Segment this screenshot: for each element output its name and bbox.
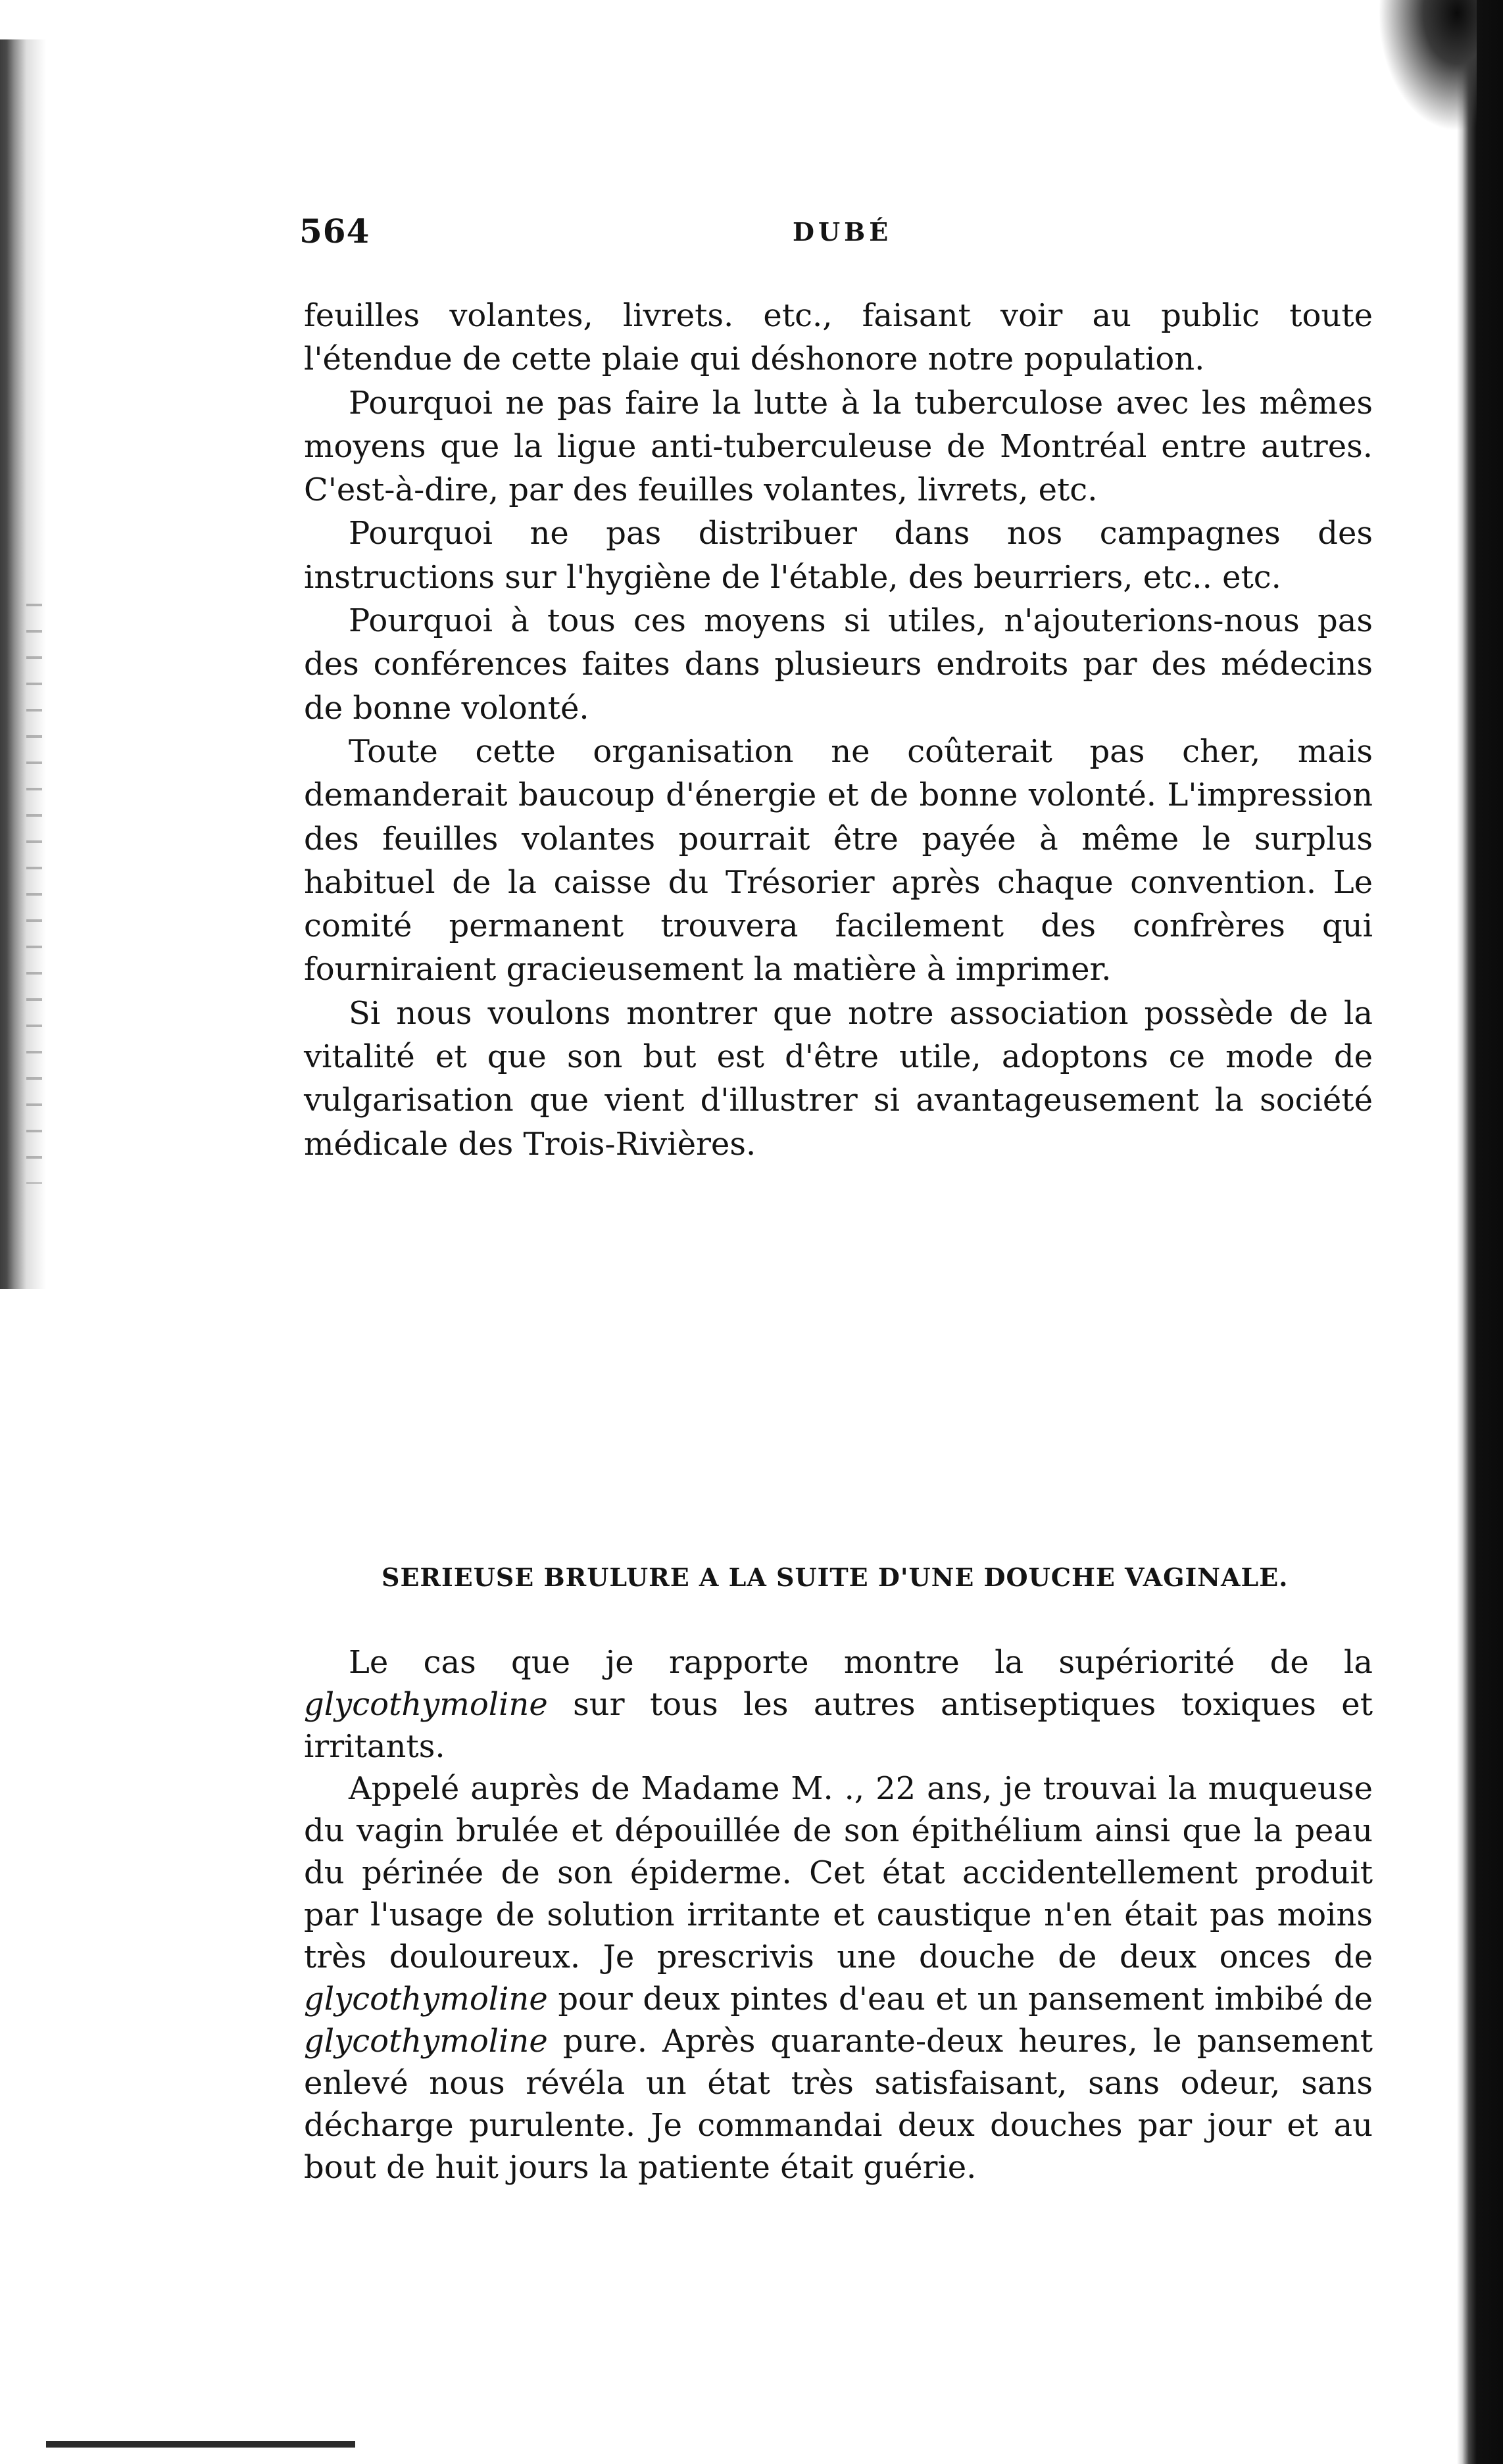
text-run: pure. Après quarante-deux heures, le pansement enlevé nous révéla un état très satisfaisant, sans odeur, sans décharge purulente. Je commandai deux douches par jour et au bout de huit jours la patiente était guérie. xyxy=(304,2023,1373,2186)
section-two-text xyxy=(304,1641,1373,2188)
section-one-text xyxy=(304,294,1373,1166)
italic-term: glycothymoline xyxy=(304,1686,548,1723)
paragraph: Si nous voulons montrer que notre association possède de la vitalité et que son but est d'être utile, adoptons ce mode de vulgarisation que vient d'illustrer si avantageusement la société médicale des Trois-Rivières. xyxy=(304,994,1373,1163)
text-run: pour deux pintes d'eau et un pansement imbibé de xyxy=(547,1981,1373,2017)
scan-edge-right xyxy=(1457,0,1503,2464)
italic-term: glycothymoline xyxy=(304,2023,548,2060)
paragraph: Toute cette organisation ne coûterait pas cher, mais demanderait baucoup d'énergie et de bonne volonté. L'impression des feuilles volantes pourrait être payée à même le surplus habituel de la caisse du Trésorier après chaque convention. Le comité permanent trouvera facilement des confrères qui fourniraient gracieusement la matière à imprimer. xyxy=(304,733,1373,988)
scan-corner-top-right xyxy=(1378,0,1477,132)
scan-bottom-rule xyxy=(46,2441,355,2448)
section-heading: SERIEUSE BRULURE A LA SUITE D'UNE DOUCHE VAGINALE. xyxy=(382,1562,1289,1592)
running-head: DUBÉ xyxy=(793,217,893,247)
paragraph: Pourquoi ne pas faire la lutte à la tuberculose avec les mêmes moyens que la ligue anti-tuberculeuse de Montréal entre autres. C'est-à-dire, par des feuilles volantes, livrets, etc. xyxy=(304,384,1373,509)
page-number: 564 xyxy=(299,212,370,251)
paragraph: Pourquoi à tous ces moyens si utiles, n'ajouterions-nous pas des conférences faites dans plusieurs endroits par des médecins de bonne volonté. xyxy=(304,602,1373,727)
scan-specks-left xyxy=(26,592,42,1184)
text-run: Le cas que je rapporte montre la supériorité de la xyxy=(349,1644,1373,1681)
paragraph xyxy=(304,1641,1373,1768)
paragraph xyxy=(304,1768,1373,2188)
text-run: Appelé auprès de Madame M. ., 22 ans, je trouvai la muqueuse du vagin brulée et dépouillée de son épithélium ainsi que la peau du périnée de son épiderme. Cet état accidentellement produit par l'usage de solution irritante et caustique n'en était pas moins très douloureux. Je prescrivis une douche de deux onces de xyxy=(304,1770,1373,1975)
paragraph: feuilles volantes, livrets. etc., faisant voir au public toute l'étendue de cette plaie qui déshonore notre population. xyxy=(304,297,1373,378)
italic-term: glycothymoline xyxy=(304,1981,548,2017)
paragraph: Pourquoi ne pas distribuer dans nos campagnes des instructions sur l'hygiène de l'étable, des beurriers, etc.. etc. xyxy=(304,515,1373,596)
text-run: sur tous les autres antiseptiques toxiques et irritants. xyxy=(304,1686,1373,1765)
